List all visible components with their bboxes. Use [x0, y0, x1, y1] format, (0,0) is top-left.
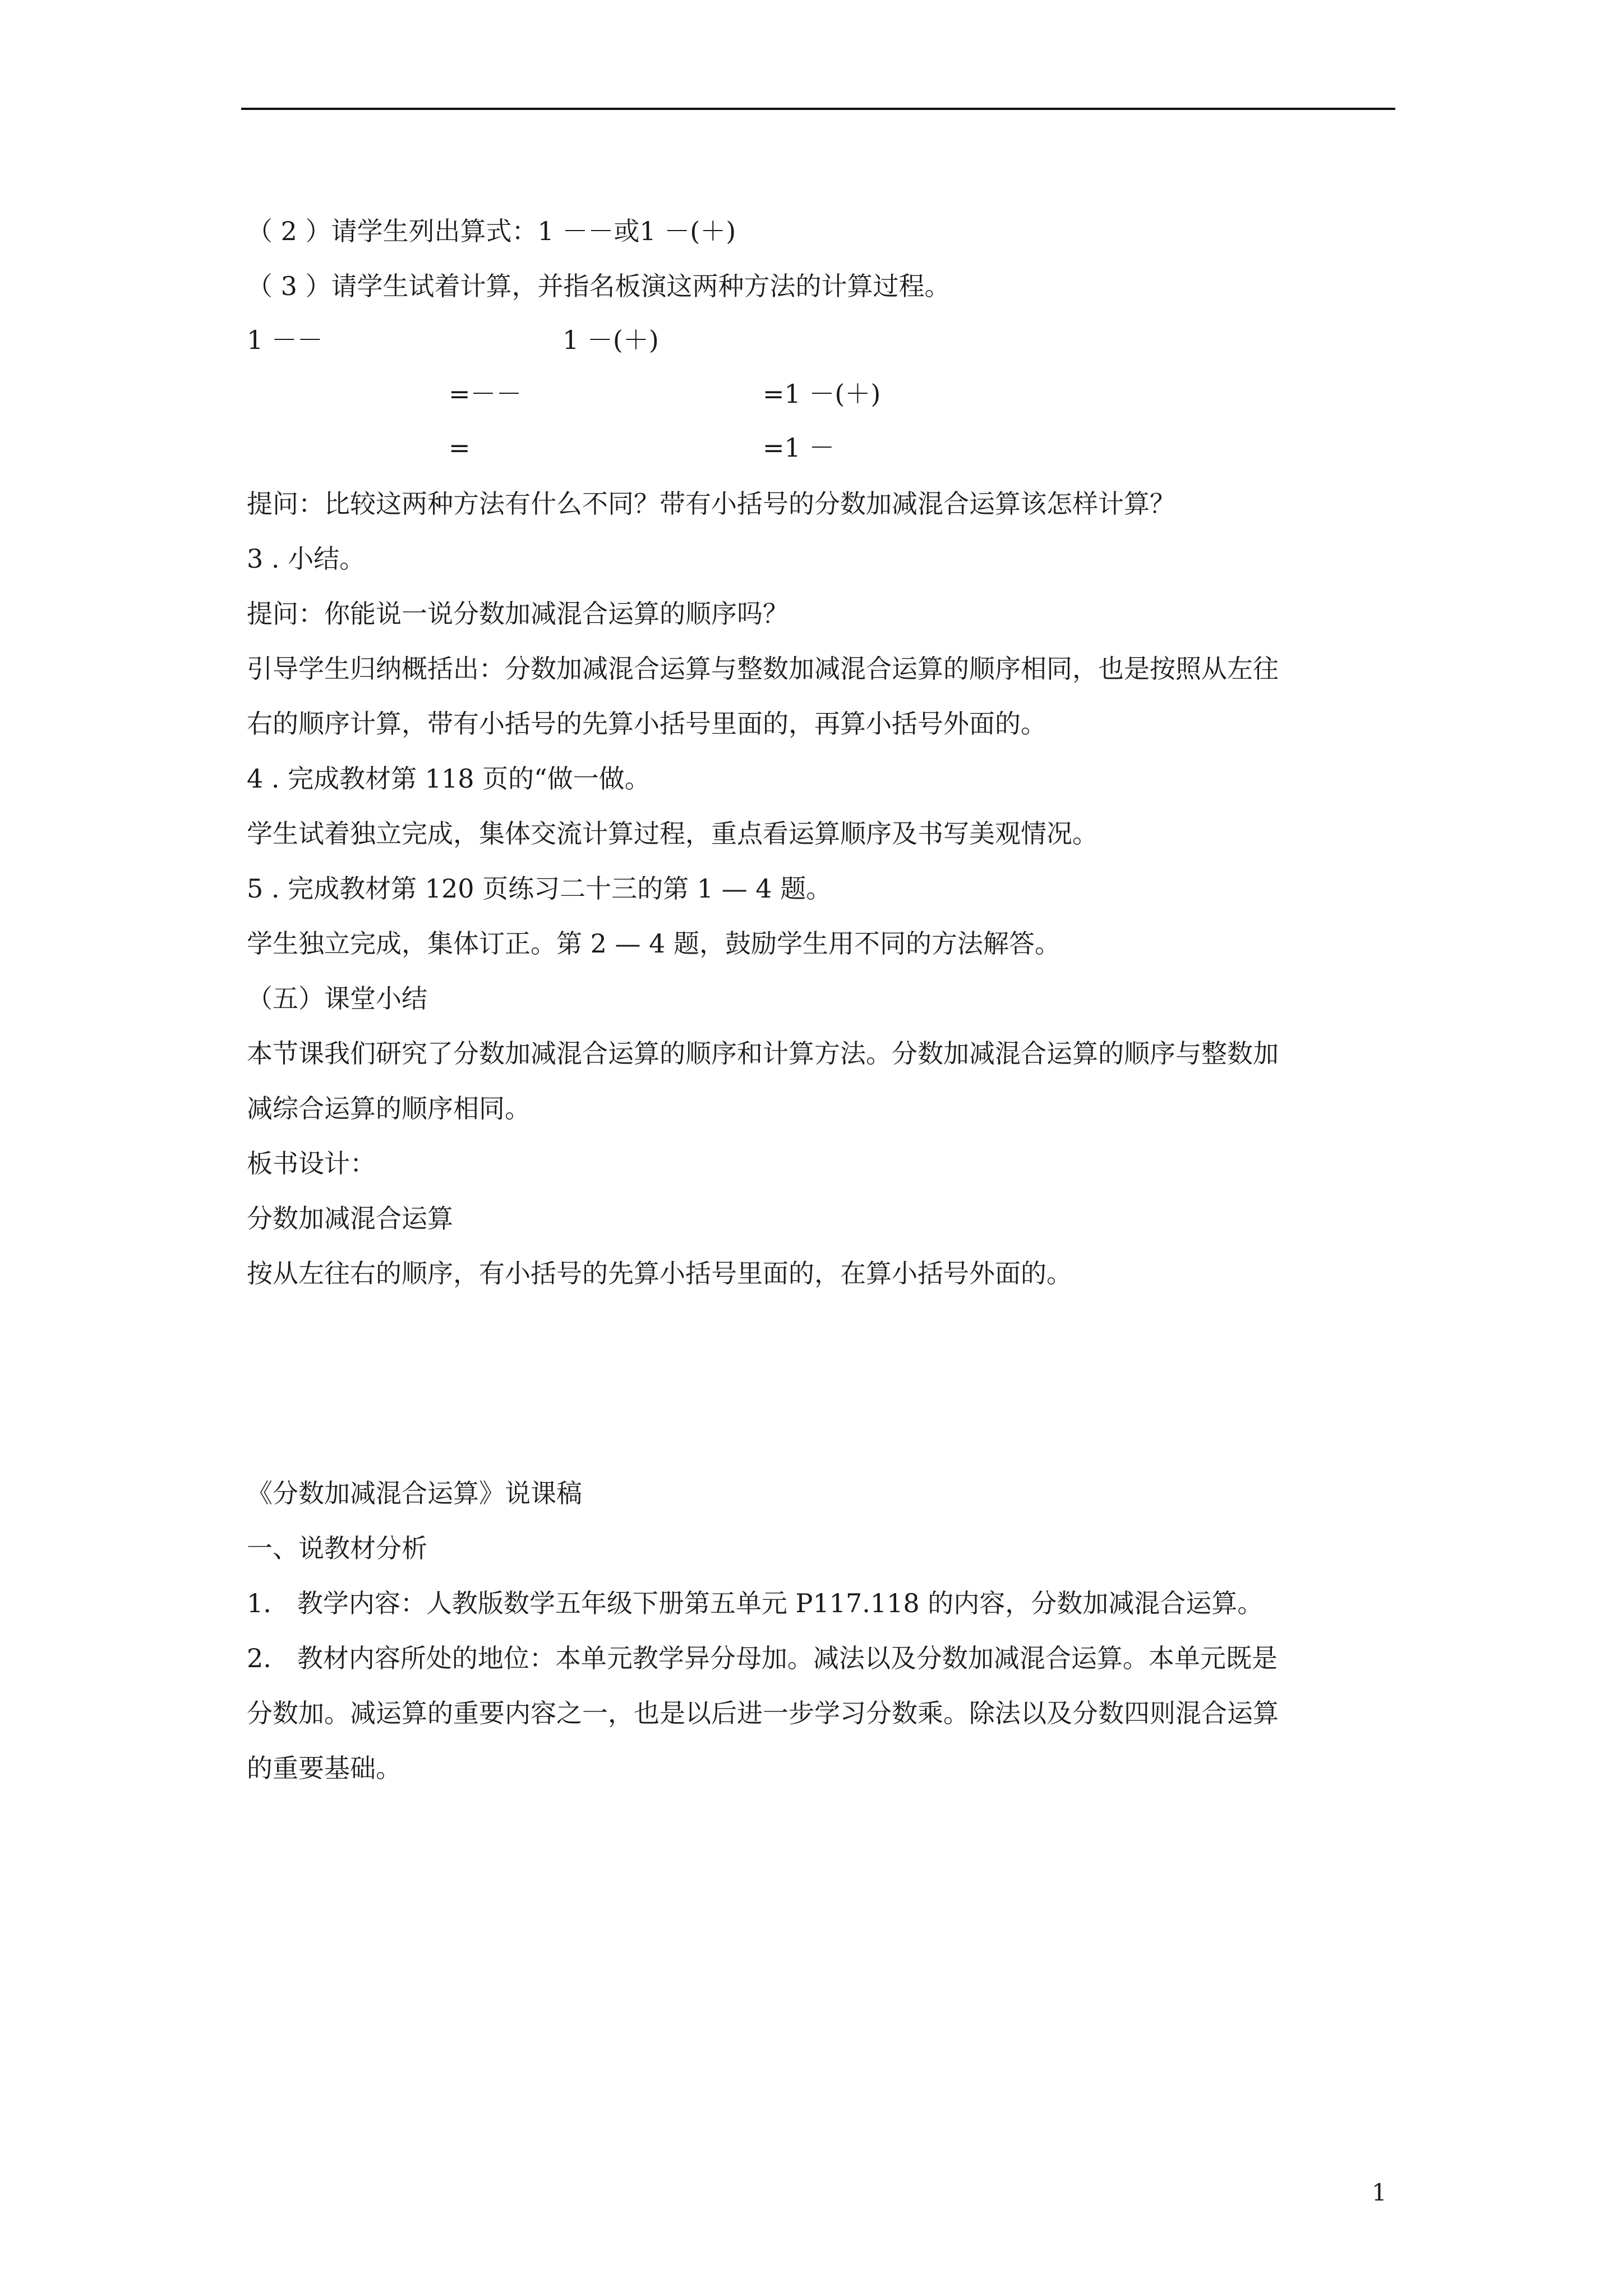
text-line: 提问：比较这两种方法有什么不同？带有小括号的分数加减混合运算该怎样计算？ [247, 489, 1175, 519]
header-rule [241, 108, 1395, 110]
text-line: 4 . 完成教材第 118 页的“做一做。 [247, 763, 651, 794]
text-line: 1. 教学内容：人教版数学五年级下册第五单元 P117.118 的内容，分数加减混合运算。 [247, 1588, 1264, 1618]
text-line: 按从左往右的顺序，有小括号的先算小括号里面的，在算小括号外面的。 [247, 1258, 1072, 1289]
text-line: （ 3 ）请学生试着计算，并指名板演这两种方法的计算过程。 [247, 271, 951, 301]
calc-left-row3: = [449, 432, 471, 463]
calc-left-row2: =－－ [449, 379, 522, 409]
text-line: 5 . 完成教材第 120 页练习二十三的第 1 — 4 题。 [247, 873, 832, 904]
text-line: 板书设计： [247, 1148, 376, 1179]
text-line: 3 . 小结。 [247, 544, 366, 574]
calc-right-row2: =1 －(＋) [763, 379, 881, 409]
text-line: 引导学生归纳概括出：分数加减混合运算与整数加减混合运算的顺序相同，也是按照从左往 [247, 654, 1279, 684]
text-line: 的重要基础。 [247, 1753, 402, 1783]
text-line: 学生独立完成，集体订正。第 2 — 4 题，鼓励学生用不同的方法解答。 [247, 928, 1061, 959]
section-heading: （五）课堂小结 [247, 983, 427, 1014]
calc-right-row3: =1 － [763, 432, 835, 463]
text-line: （ 2 ）请学生列出算式：1 －－或1 －(＋) [247, 216, 736, 246]
text-line: 分数加。减运算的重要内容之一，也是以后进一步学习分数乘。除法以及分数四则混合运算 [247, 1698, 1279, 1728]
text-line: 2. 教材内容所处的地位：本单元教学异分母加。减法以及分数加减混合运算。本单元既是 [247, 1643, 1278, 1673]
text-line: 本节课我们研究了分数加减混合运算的顺序和计算方法。分数加减混合运算的顺序与整数加 [247, 1038, 1279, 1069]
text-line: 减综合运算的顺序相同。 [247, 1093, 531, 1124]
text-line: 右的顺序计算，带有小括号的先算小括号里面的，再算小括号外面的。 [247, 708, 1046, 739]
document-title: 《分数加减混合运算》说课稿 [247, 1478, 582, 1508]
text-line: 提问：你能说一说分数加减混合运算的顺序吗？ [247, 599, 789, 629]
calc-right-row1: 1 －(＋) [562, 325, 659, 355]
page-number: 1 [1372, 2179, 1387, 2206]
text-line: 分数加减混合运算 [247, 1203, 453, 1234]
text-line: 学生试着独立完成，集体交流计算过程，重点看运算顺序及书写美观情况。 [247, 818, 1098, 849]
calc-left-row1: 1 －－ [247, 325, 323, 355]
section-heading: 一、说教材分析 [247, 1533, 427, 1563]
